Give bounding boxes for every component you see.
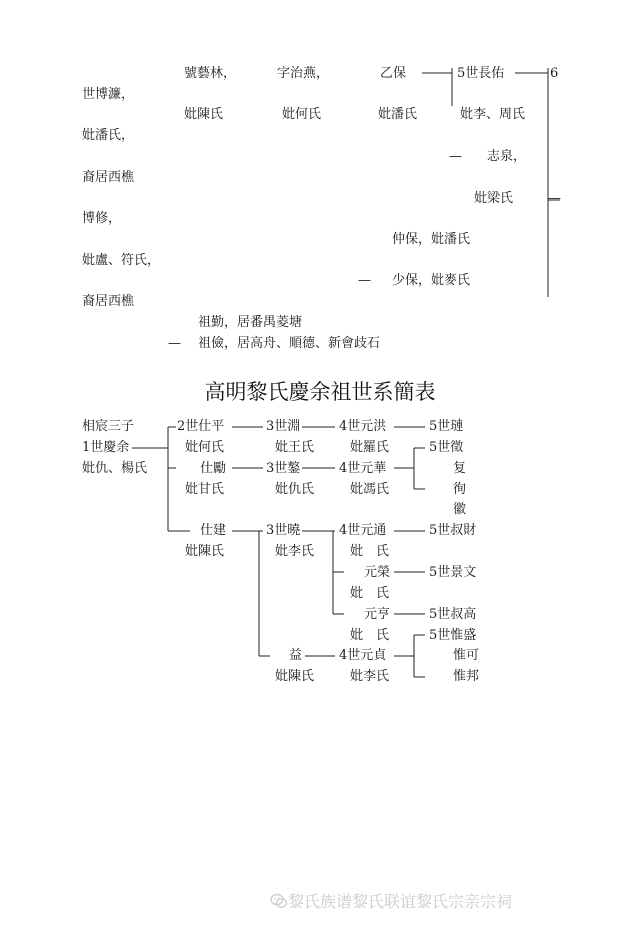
dash-zujian: — <box>168 336 181 351</box>
row1-six: 6 <box>550 66 559 81</box>
gen4-yuanheng: 元亨 <box>364 607 391 622</box>
gen5-shucai: 5世叔財 <box>429 523 477 538</box>
wife-he: 妣何氏 <box>282 107 322 122</box>
row1-zi: 字治燕， <box>277 66 330 81</box>
gen5-zheng: 5世徵 <box>429 440 464 455</box>
row1-changyou: 5世長佑 <box>457 66 505 81</box>
root-line-3: 妣仇、楊氏 <box>82 461 148 476</box>
gen3-yuan-wife: 妣王氏 <box>275 440 315 455</box>
gen5-weisheng: 5世惟盛 <box>429 628 477 643</box>
gen4-yuanhua-wife: 妣馮氏 <box>350 482 390 497</box>
gen3-xiao: 3世曉 <box>266 523 301 538</box>
gen2-shili-wife: 妣甘氏 <box>185 482 225 497</box>
left-line-2: 妣潘氏， <box>82 128 135 143</box>
gen4-yuanrong-wife: 妣 氏 <box>350 586 390 601</box>
gen4-yuanzhen: 4世元貞 <box>339 648 387 663</box>
gen2-shiping-wife: 妣何氏 <box>185 440 225 455</box>
gen5-fu: 复 <box>453 461 467 476</box>
wife-pan: 妣潘氏 <box>378 107 418 122</box>
gen5-xun: 徇 <box>453 482 467 497</box>
genealogy-title: 高明黎氏慶余祖世系簡表 <box>204 380 436 404</box>
left-line-6: 裔居西樵 <box>82 294 135 309</box>
gen3-yi-wife: 妣陳氏 <box>275 669 315 684</box>
gen4-yuanhong: 4世元洪 <box>339 419 387 434</box>
gen3-yi: 益 <box>289 648 303 663</box>
left-line-3: 裔居西樵 <box>82 170 135 185</box>
gen2-shijian: 仕建 <box>200 523 227 538</box>
zhongbao: 仲保，妣潘氏 <box>392 232 471 247</box>
shaobao: 少保，妣麥氏 <box>392 273 471 288</box>
zhiquan: 志泉， <box>487 149 527 164</box>
dash-zhiquan: — <box>449 149 462 164</box>
gen5-shugao: 5世叔高 <box>429 607 477 622</box>
gen5-weike: 惟可 <box>453 648 480 663</box>
row1-yibao: 乙保 <box>380 66 407 81</box>
gen2-shiping: 2世仕平 <box>177 419 225 434</box>
gen4-yuanhong-wife: 妣羅氏 <box>350 440 390 455</box>
gen3-xiao-wife: 妣李氏 <box>275 544 315 559</box>
wife-li-zhou: 妣李、周氏 <box>460 107 526 122</box>
gen2-shili: 仕勵 <box>200 461 227 476</box>
gen2-shijian-wife: 妣陳氏 <box>185 544 225 559</box>
gen5-hui: 徽 <box>453 502 467 517</box>
row1-hao: 號藝林， <box>184 66 237 81</box>
gen4-yuantong: 4世元通 <box>339 523 387 538</box>
wechat-icon <box>270 892 288 910</box>
root-line-2: 1世慶余 <box>82 440 130 455</box>
watermark-text: 黎氏族谱黎氏联谊黎氏宗亲宗祠 <box>288 892 513 911</box>
zuqin: 祖勤，居番禺菱塘 <box>198 315 303 330</box>
wife-chen: 妣陳氏 <box>184 107 224 122</box>
gen3-ao-wife: 妣仇氏 <box>275 482 315 497</box>
gen5-weibang: 惟邦 <box>453 669 480 684</box>
gen5-jingwen: 5世景文 <box>429 565 477 580</box>
dash-right: — <box>548 191 561 206</box>
gen4-yuanzhen-wife: 妣李氏 <box>350 669 390 684</box>
zujian: 祖儉，居高舟、順德、新會歧石 <box>198 336 381 351</box>
gen4-yuanrong: 元榮 <box>364 565 391 580</box>
gen3-yuan: 3世淵 <box>266 419 301 434</box>
wife-liang: 妣梁氏 <box>474 191 514 206</box>
gen4-yuanhua: 4世元華 <box>339 461 387 476</box>
dash-shaobao: — <box>358 273 371 288</box>
left-line-1: 世博濂， <box>82 87 135 102</box>
gen3-ao: 3世鏊 <box>266 461 301 476</box>
root-line-1: 相宸三子 <box>82 419 135 434</box>
left-line-5: 妣盧、符氏， <box>82 253 161 268</box>
gen4-yuantong-wife: 妣 氏 <box>350 544 390 559</box>
gen4-yuanheng-wife: 妣 氏 <box>350 628 390 643</box>
left-line-4: 博修， <box>82 211 122 226</box>
gen5-lian: 5世璉 <box>429 419 464 434</box>
